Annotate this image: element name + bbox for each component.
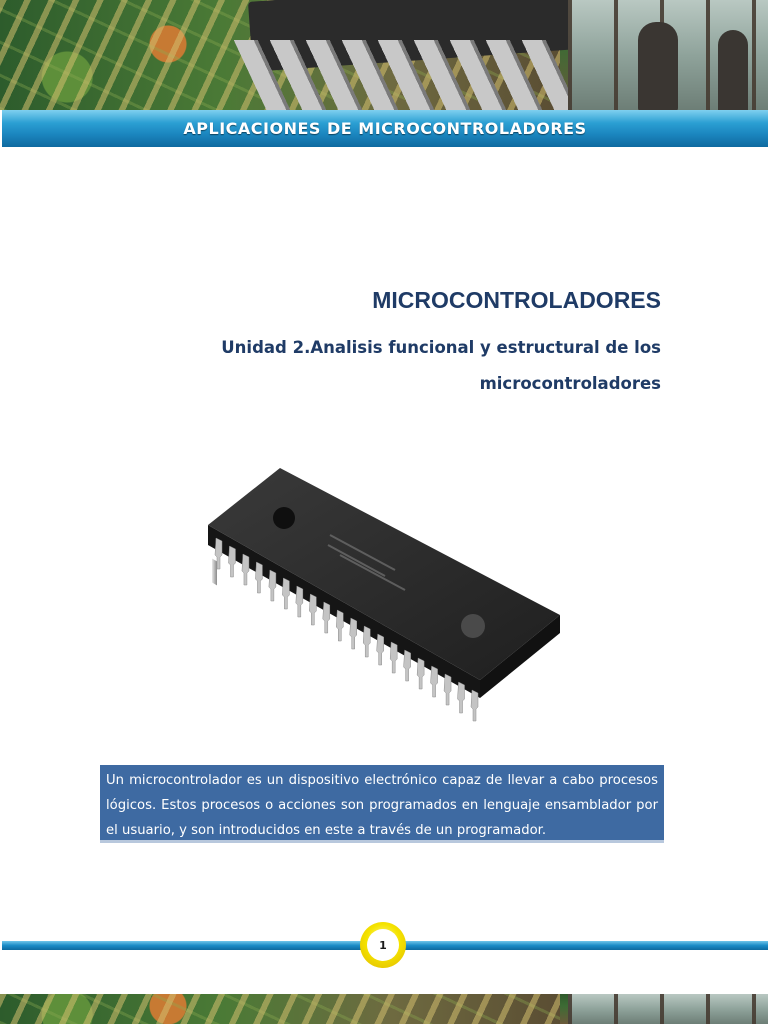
chip-pin xyxy=(296,586,303,617)
page-subtitle: Unidad 2.Analisis funcional y estructural de los microcontroladores xyxy=(221,338,661,393)
chip-pin xyxy=(363,626,370,657)
chip-pin xyxy=(255,562,262,593)
chip-pin xyxy=(404,650,411,681)
definition-box xyxy=(100,765,664,843)
chip-pin xyxy=(471,690,478,721)
chip-pin xyxy=(228,546,235,577)
page-number: 1 xyxy=(367,929,399,961)
definition-text: Un microcontrolador es un dispositivo electrónico capaz de llevar a cabo procesos lógicos. Estos procesos o acciones son programados en lenguaje ensamblador por el usuario, y son introducidos en este a través de un programador. xyxy=(106,773,658,838)
circuit-board-photo xyxy=(0,994,560,1024)
chip-photo-pins xyxy=(234,40,587,110)
chip-pin xyxy=(282,578,289,609)
footer-banner-image xyxy=(0,994,768,1024)
building-photo xyxy=(568,0,768,110)
page-title: MICROCONTROLADORES xyxy=(372,287,661,313)
chip-pin xyxy=(417,658,424,689)
chip-pin xyxy=(390,642,397,673)
person-silhouette xyxy=(638,22,678,110)
chip-pin xyxy=(269,570,276,601)
chip-pin xyxy=(458,682,465,713)
chip-pin xyxy=(377,634,384,665)
chip-pin xyxy=(242,554,249,585)
header-banner-image xyxy=(0,0,768,110)
microcontroller-chip-image xyxy=(180,450,600,760)
chip-pin xyxy=(336,610,343,641)
header-title: APLICACIONES DE MICROCONTROLADORES xyxy=(183,119,587,138)
person-silhouette xyxy=(718,30,748,110)
chip-pin xyxy=(309,594,316,625)
header-title-bar xyxy=(2,110,768,147)
chip-pin xyxy=(323,602,330,633)
building-photo xyxy=(568,994,768,1024)
chip-pin xyxy=(444,674,451,705)
page-number-badge xyxy=(360,922,406,968)
chip-pin xyxy=(350,618,357,649)
chip-pin xyxy=(431,666,438,697)
